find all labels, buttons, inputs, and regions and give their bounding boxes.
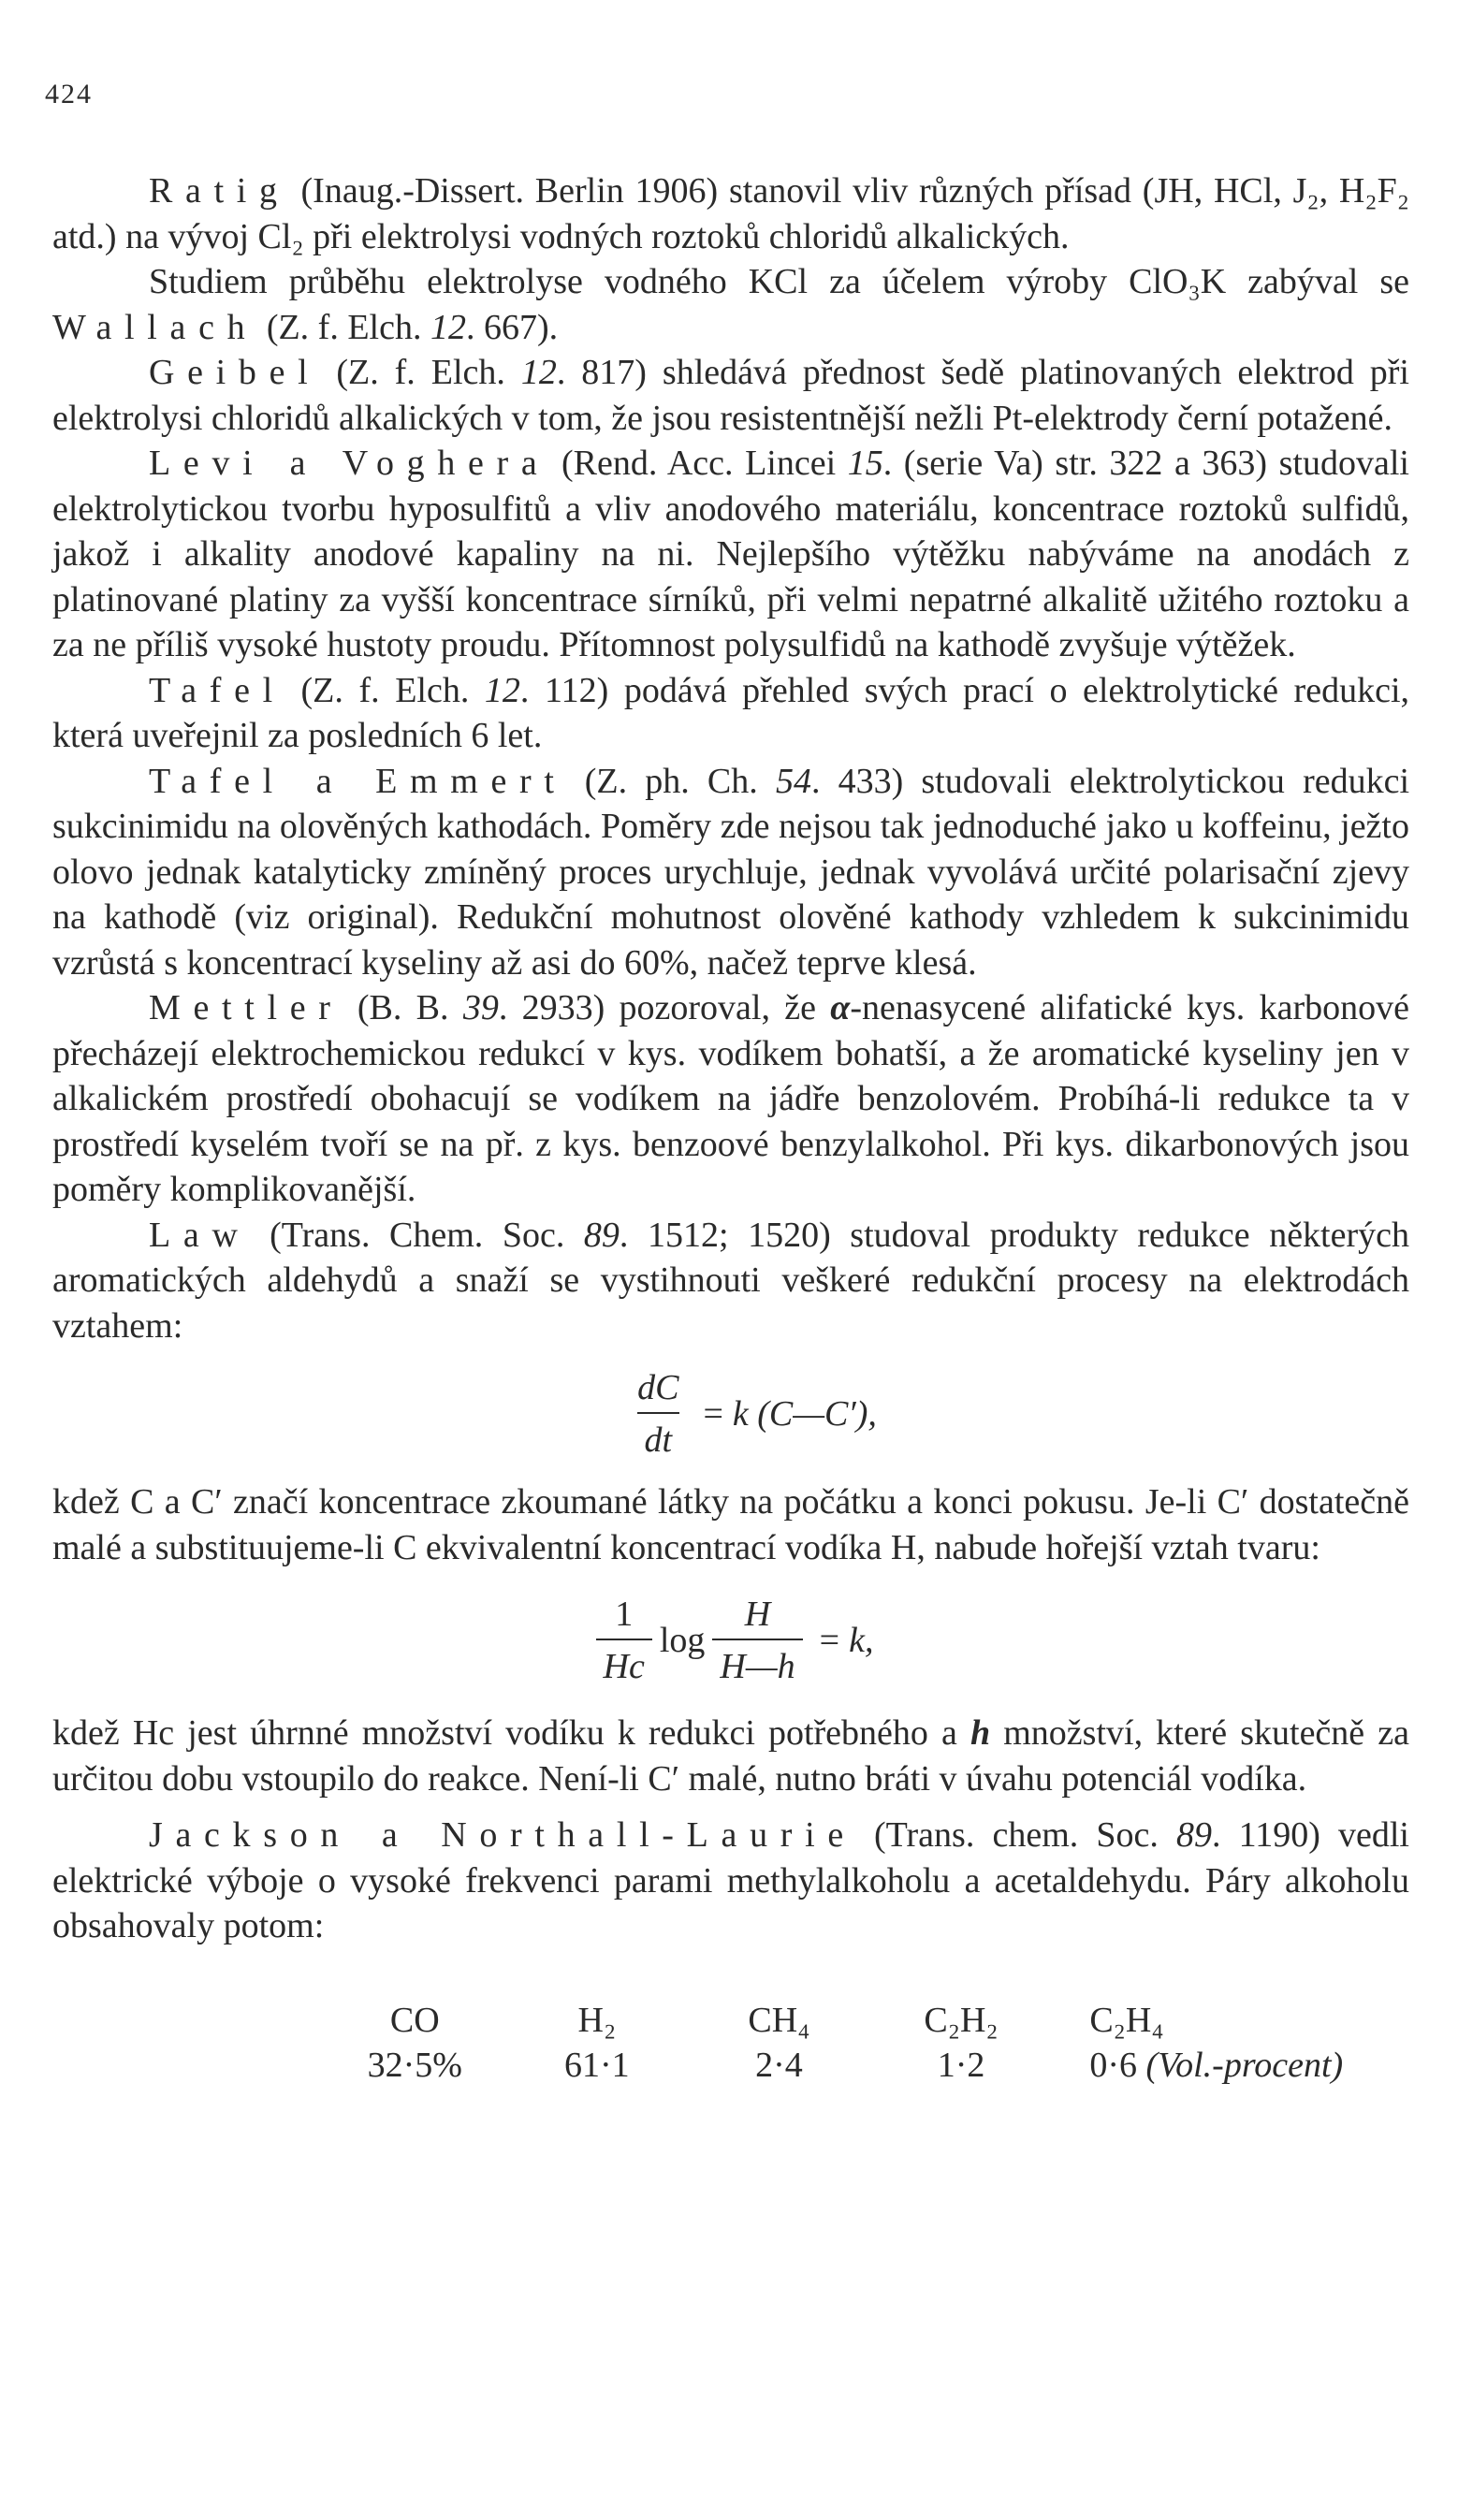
paragraph-text: kdež C a C′ značí koncentrace zkoumané látky na počátku a konci pokusu. Je-li C′ dostatečně malé a substituujeme-li C ekvivalentní koncentrací vodíka H, nabude hořejší vztah tvaru: (52, 1482, 1409, 1567)
variable-h: h (970, 1713, 991, 1753)
volume-number: 12 (520, 353, 557, 392)
paragraph-tafel-emmert (52, 759, 1409, 986)
table-header-cell: C₂H₂ (924, 2000, 999, 2040)
fraction-denominator: dt (637, 1412, 680, 1464)
volume-number: 89 (583, 1215, 620, 1255)
paragraph-levi (52, 441, 1409, 668)
log-equation (52, 1570, 1409, 1711)
paragraph-tafel (52, 668, 1409, 759)
paragraph-text: -nenasycené alifatické kys. karbonové přecházejí elektrochemickou redukcí v kys. vodíkem bohatší, a že aromatické kyseliny jen v alkalickém prostředí obohacují se vodíkem na jádře benzolovém. Probíhá-li redukce ta v prostředí kyselém tvoří se na př. z kys. benzoové benzylalkohol. Při kys. dikarbonových jsou poměry komplikovanější. (52, 988, 1409, 1209)
paragraph-text: . (serie Va) str. 322 a 363) studovali elektrolytickou tvorbu hyposulfitů a vliv anodového materiálu, koncentrace roztoků sulfidů, jakož i alkality anodové kapaliny na ni. Nejlepšího výtěžku nabýváme na anodách z platinované platiny za vyšší koncentrace sírníků, při velmi nepatrné alkalitě užitého roztoku a za ne příliš vysoké hustoty proudu. Přítomnost polysulfidů na kathodě zvyšuje výtěžek. (52, 444, 1409, 664)
paragraph-text: kdež Hc jest úhrnné množství vodíku k redukci potřebného a (52, 1713, 970, 1753)
author-name: Tafel a Emmert (149, 761, 567, 801)
paragraph-text: (Z. ph. Ch. (566, 761, 776, 801)
hydrogen-fraction (712, 1592, 802, 1690)
gas-composition-table (324, 1998, 1409, 2089)
alpha-symbol: α (830, 988, 851, 1027)
table-header-cell: C₂H₄ (1089, 2000, 1164, 2040)
volume-number: 54 (775, 761, 811, 801)
unit-label: (Vol.-procent) (1145, 2046, 1344, 2085)
body-text (52, 168, 1409, 2089)
author-name: Jackson a Northall-Laurie (149, 1815, 856, 1855)
paragraph-text: (Inaug.-Dissert. Berlin 1906) stanovil vliv různých přísad (JH, HCl, J₂, H₂F₂ atd.) na vývoj Cl₂ při elektrolysi vodných roztoků chloridů alkalických. (52, 171, 1409, 256)
paragraph-text: . 2933) pozoroval, že (498, 988, 831, 1027)
paragraph-text: množství, které skutečně za určitou dobu vstoupilo do reakce. Není-li C′ malé, nutno bráti v úvahu potenciál vodíka. (52, 1713, 1409, 1799)
table-cell: 1·2 (937, 2046, 985, 2085)
paragraph-mettler (52, 985, 1409, 1213)
paragraph-text: (Z. f. Elch. (284, 670, 485, 710)
page-number: 424 (45, 79, 93, 109)
paragraph-text: (Z. f. Elch. (257, 307, 430, 347)
volume-number: 12 (430, 307, 466, 347)
reciprocal-fraction (596, 1592, 652, 1690)
paragraph-text: . 112) podává přehled svých prací o elektrolytické redukci, která uveřejnil za posledních 6 let. (52, 670, 1410, 755)
author-name: Law (149, 1215, 251, 1255)
paragraph-text: (Trans. Chem. Soc. (250, 1215, 584, 1255)
equals-sign: = (703, 1393, 723, 1434)
paragraph-text: . 1190) vedli elektrické výboje o vysoké frekvenci parami methylalkoholu a acetaldehydu. Páry alkoholu obsahovaly potom: (52, 1815, 1409, 1945)
paragraph-ratig (52, 168, 1409, 259)
table-cell: 2·4 (755, 2046, 803, 2085)
table-header-cell: H₂ (577, 2000, 617, 2040)
author-name: Ratig (149, 171, 290, 211)
paragraph-text: Studiem průběhu elektrolyse vodného KCl za účelem výroby ClO₃K zabýval se (149, 262, 1409, 301)
author-name: Mettler (149, 988, 343, 1027)
paragraph-text: . 817) shledává přednost šedě platinovaných elektrod při elektrolysi chloridů alkalických v tom, že jsou resistentnější nežli Pt-elektrody černí potažené. (52, 353, 1409, 438)
author-name: Levi a Voghera (149, 444, 550, 483)
paragraph-kdez-1 (52, 1479, 1409, 1570)
fraction-denominator: H—h (712, 1639, 802, 1690)
paragraph-text: . 1512; 1520) studoval produkty redukce některých aromatických aldehydů a snaží se vystihnouti veškeré redukční procesy na elektrodách vztahem: (52, 1215, 1410, 1346)
table-cell (1052, 2043, 1409, 2089)
paragraph-text: (B. B. (343, 988, 463, 1027)
table-header-cell: CH₄ (748, 2000, 810, 2040)
paragraph-geibel (52, 350, 1409, 441)
fraction-numerator: H (744, 1594, 771, 1634)
table-header-cell: CO (389, 2000, 440, 2040)
volume-number: 12 (484, 670, 520, 710)
fraction-denominator: Hc (596, 1639, 652, 1690)
table-header-row (324, 1998, 1409, 2044)
fraction-numerator: dC (637, 1367, 679, 1407)
paragraph-text: (Rend. Acc. Lincei (549, 444, 848, 483)
equation-rhs: k, (849, 1620, 874, 1660)
volume-number: 89 (1176, 1815, 1213, 1855)
author-name: Geibel (149, 353, 321, 392)
equals-sign: = (819, 1620, 840, 1660)
table-cell: 32·5% (367, 2046, 462, 2085)
derivative-fraction (630, 1365, 686, 1464)
paragraph-law (52, 1213, 1409, 1349)
paragraph-kdez-2 (52, 1711, 1409, 1801)
author-name: Wallach (52, 307, 258, 347)
paragraph-text: . 433) studovali elektrolytickou redukci sukcinimidu na olověných kathodách. Poměry zde nejsou tak jednoduché jako u koffeinu, ježto olovo jednak katalyticky zmíněný proces urychluje, jednak vyvolává určité polarisační zjevy na kathodě (viz original). Redukční mohutnost olověné kathody vzhledem k sukcinimidu vzrůstá s koncentrací kyseliny až asi do 60%, načež teprve klesá. (52, 761, 1410, 983)
author-name: Tafel (149, 670, 285, 710)
volume-number: 39 (462, 988, 499, 1027)
volume-number: 15 (847, 444, 883, 483)
table-row (324, 2043, 1409, 2089)
fraction-numerator: 1 (615, 1594, 634, 1634)
table-cell-value: 0·6 (1089, 2046, 1137, 2085)
paragraph-jackson (52, 1813, 1409, 1949)
paragraph-studiem (52, 259, 1409, 350)
paragraph-text: . 667). (465, 307, 559, 347)
paragraph-text: (Z. f. Elch. (320, 353, 521, 392)
log-operator: log (659, 1620, 706, 1660)
equation-rhs: k (C—C′), (732, 1393, 877, 1434)
paragraph-text: (Trans. chem. Soc. (855, 1815, 1177, 1855)
rate-equation (52, 1348, 1409, 1479)
table-cell: 61·1 (564, 2046, 630, 2085)
